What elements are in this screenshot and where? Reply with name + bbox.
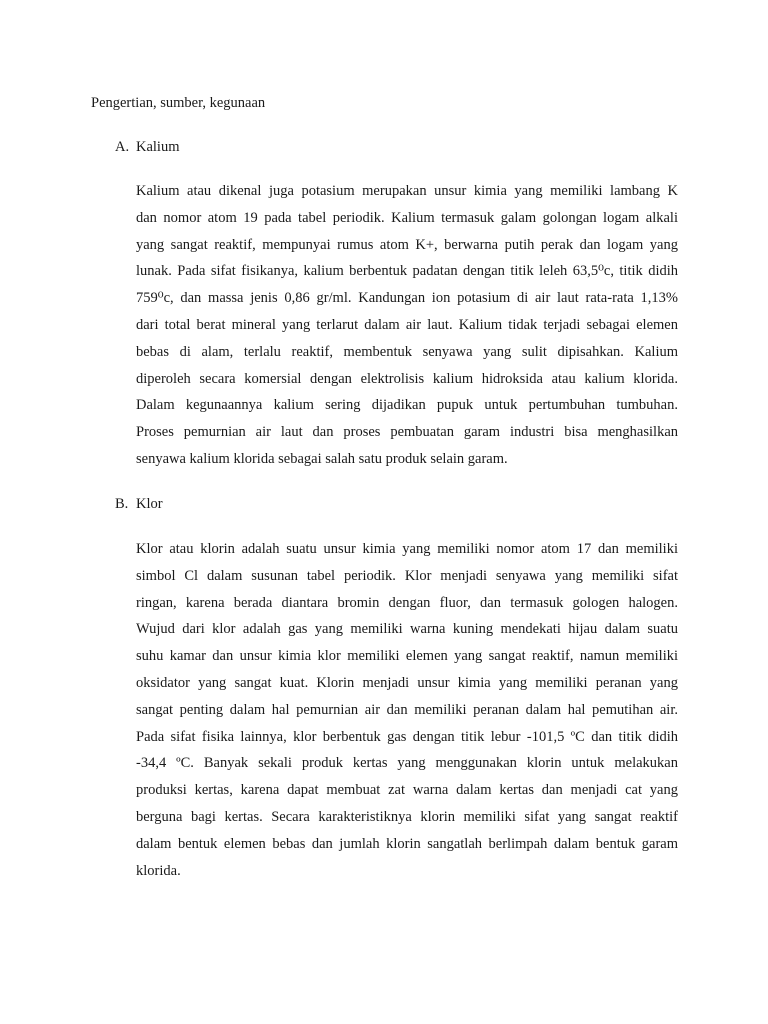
paragraph-line: Klor atau klorin adalah suatu unsur kimia yang memiliki nomor atom 17 dan memiliki	[136, 541, 678, 557]
paragraph-line: bebas di alam, terlalu reaktif, membentuk senyawa yang sulit dipisahkan. Kalium	[136, 343, 678, 360]
paragraph-line: 759⁰c, dan massa jenis 0,86 gr/ml. Kandungan ion potasium di air laut rata-rata 1,13%	[136, 290, 678, 307]
paragraph-line: dalam bentuk elemen bebas dan jumlah klorin sangatlah berlimpah dalam bentuk garam	[136, 835, 678, 852]
paragraph-line: -34,4 ºC. Banyak sekali produk kertas yang menggunakan klorin untuk melakukan	[136, 755, 678, 772]
paragraph-line: senyawa kalium klorida sebagai salah satu produk selain garam.	[136, 450, 508, 467]
section-heading-kalium	[115, 137, 180, 157]
paragraph-line: lunak. Pada sifat fisikanya, kalium berbentuk padatan dengan titik leleh 63,5⁰c, titik didih	[136, 263, 678, 280]
paragraph-line: ringan, karena berada diantara bromin dengan fluor, dan termasuk gologen halogen.	[136, 594, 678, 611]
paragraph-line: suhu kamar dan unsur kimia klor memiliki elemen yang sangat reaktif, namun memiliki	[136, 648, 678, 665]
paragraph-line: dan nomor atom 19 pada tabel periodik. Kalium termasuk galam golongan logam alkali	[136, 209, 678, 226]
section-heading-klor	[115, 494, 163, 514]
document-title: Pengertian, sumber, kegunaan	[91, 95, 266, 111]
paragraph-line: Wujud dari klor adalah gas yang memiliki warna kuning mendekati hijau dalam suatu	[136, 621, 678, 638]
paragraph-line: berguna bagi kertas. Secara karakteristiknya klorin memiliki sifat yang sangat reaktif	[136, 808, 678, 825]
paragraph-line: diperoleh secara komersial dengan elektrolisis kalium hidroksida atau kalium klorida.	[136, 370, 678, 387]
section-title: Kalium	[136, 139, 180, 155]
paragraph-line: Pada sifat fisika lainnya, klor berbentuk gas dengan titik lebur -101,5 ºC dan titik didih	[136, 728, 678, 745]
section-marker: B.	[115, 496, 129, 512]
section-title: Klor	[136, 496, 163, 512]
paragraph-line: Kalium atau dikenal juga potasium merupakan unsur kimia yang memiliki lambang K	[136, 183, 678, 199]
paragraph-line: produksi kertas, karena dapat membuat zat warna dalam kertas dan menjadi cat yang	[136, 782, 678, 799]
paragraph-klor	[136, 536, 678, 884]
paragraph-line: dari total berat mineral yang terlarut dalam air laut. Kalium tidak terjadi sebagai elemen	[136, 316, 678, 333]
paragraph-line: Proses pemurnian air laut dan proses pembuatan garam industri bisa menghasilkan	[136, 424, 678, 441]
paragraph-line: Dalam kegunaannya kalium sering dijadikan pupuk untuk pertumbuhan tumbuhan.	[136, 397, 678, 414]
section-marker: A.	[115, 139, 130, 155]
paragraph-line: oksidator yang sangat kuat. Klorin menjadi unsur kimia yang memiliki peranan yang	[136, 674, 678, 691]
paragraph-line: simbol Cl dalam susunan tabel periodik. Klor menjadi senyawa yang memiliki sifat	[136, 567, 678, 584]
paragraph-kalium	[136, 178, 678, 473]
paragraph-line: klorida.	[136, 862, 181, 879]
paragraph-line: yang sangat reaktif, mempunyai rumus atom K+, berwarna putih perak dan logam yang	[136, 236, 678, 253]
paragraph-line: sangat penting dalam hal pemurnian air dan memiliki peranan dalam hal pemutihan air.	[136, 701, 678, 718]
